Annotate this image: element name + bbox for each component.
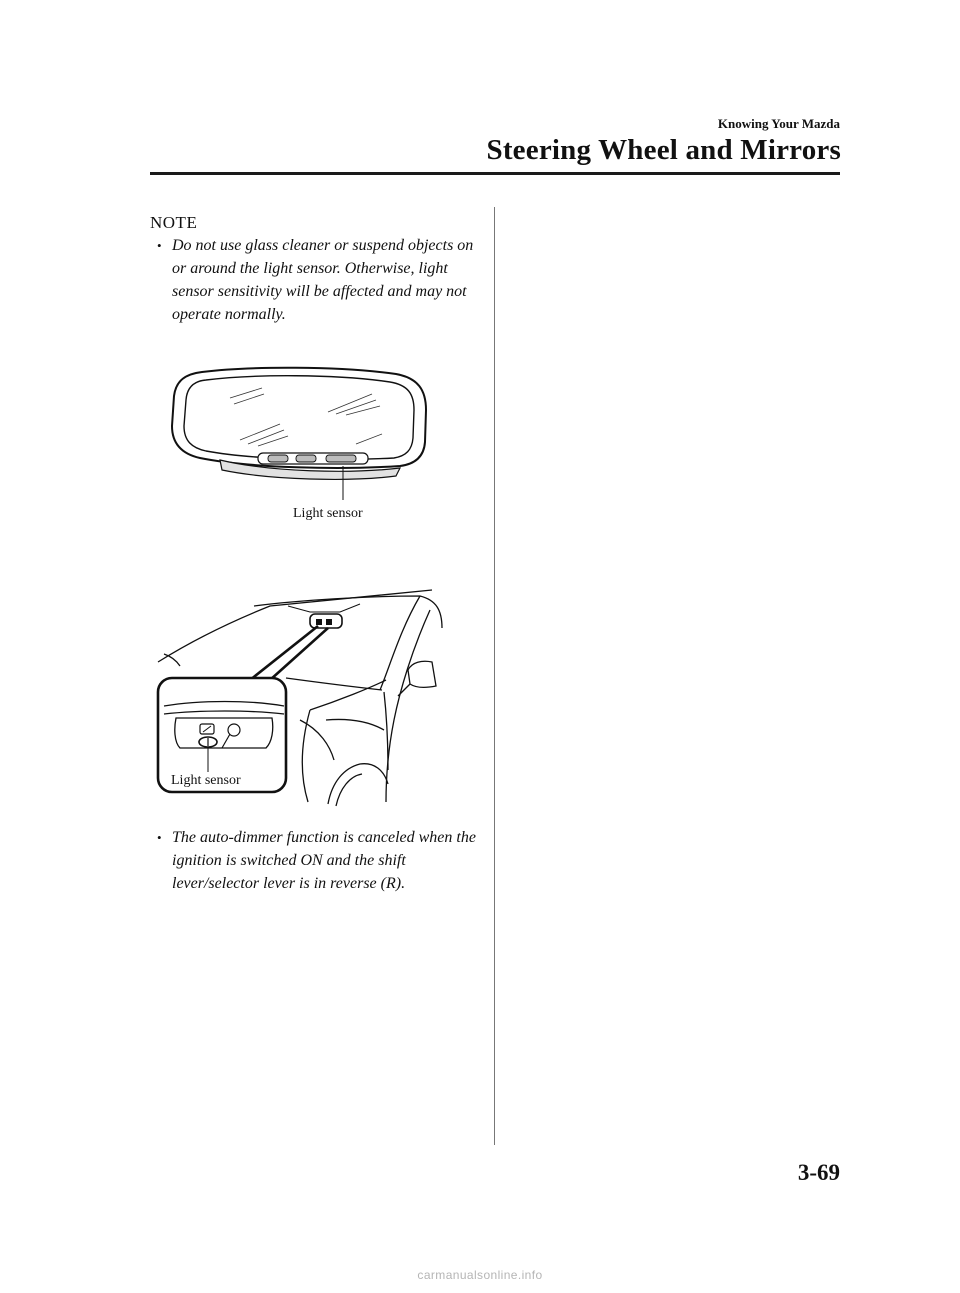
footer-watermark-url: carmanualsonline.info	[417, 1268, 543, 1282]
section-header: Knowing Your Mazda	[717, 116, 840, 131]
mirror-light-sensor-label: Light sensor	[293, 506, 363, 521]
windshield-light-sensor-label: Light sensor	[171, 773, 241, 788]
header-rule	[150, 172, 840, 175]
note-heading: NOTE	[150, 213, 198, 232]
page-number: 3-69	[797, 1160, 840, 1185]
note-list-1	[150, 234, 484, 326]
note-list-2	[150, 826, 484, 895]
note-bullet-1: • Do not use glass cleaner or suspend objects on or around the light sensor. Otherwise, light sensor sensitivity will be affected and may not operate normally.	[150, 234, 484, 326]
page-title: Steering Wheel and Mirrors	[486, 134, 841, 166]
mirror-illustration	[160, 360, 440, 500]
column-divider	[494, 207, 495, 1145]
note-bullet-2: • The auto-dimmer function is canceled when the ignition is switched ON and the shift lever/selector lever is in reverse (R).	[150, 826, 484, 895]
